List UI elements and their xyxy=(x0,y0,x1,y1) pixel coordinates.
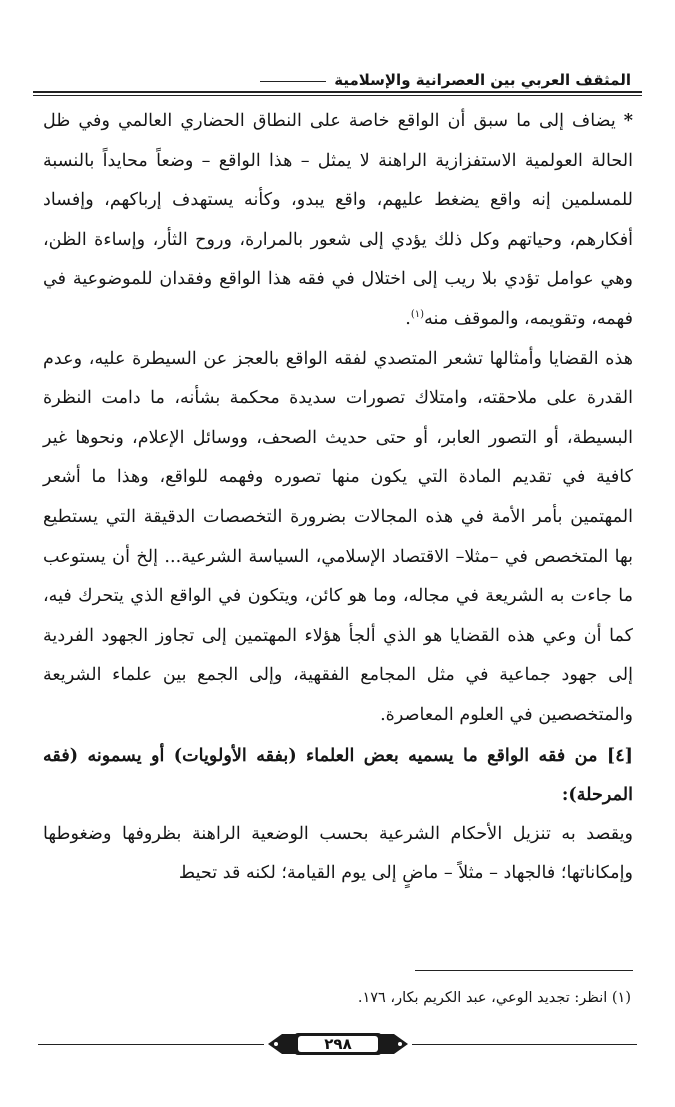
bullet-star: * xyxy=(623,110,633,131)
section-heading xyxy=(43,736,633,815)
footnote: (١) انظر: تجديد الوعي، عبد الكريم بكار، ١٧٦. xyxy=(357,990,631,1006)
heading-line: [٤] من فقه الواقع ما يسميه بعض العلماء (بفقه الأولويات) أو يسمونه (فقه xyxy=(43,744,633,766)
paragraph-1: * يضاف إلى ما سبق أن الواقع خاصة على النطاق الحضاري العالمي وفي ظل الحالة العولمية الاستفزازية الراهنة لا يمثل – هذا الواقع – وضعاً محايداً بالنسبة للمسلمين إنه واقع يضغط عليهم، واقع يبدو، وكأنه يستهدف إرباكهم، وإفساد أفكارهم، وحياتهم وكل ذلك يؤدي إلى شعور بالمرارة، وروح الثأر، وإساءة الظن، وهي عوامل تؤدي بلا ريب إلى اختلال في فقه هذا الواقع وفقدان للموضوعية في فهمه، وتقويمه، والموقف منه$^{(١)}$. xyxy=(43,110,634,329)
body-line: النظرة البسيطة، أو التصور العابر، أو حتى حديث الصحف، ووسائل xyxy=(43,388,634,448)
body-line: هؤلاء المهتمين إلى تجاوز الجهود الفردية إلى جهود جماعية في مثل المجامع xyxy=(43,625,633,686)
body-line: وضغوطها وإمكاناتها؛ فالجهاد – مثلاً – ماضٍ إلى يوم القيامة؛ لكنه قد تحيط xyxy=(43,823,633,884)
running-head-title: المثقف العربي بين العصرانية والإسلامية xyxy=(334,71,631,89)
body-line: للمسلمين إنه واقع يضغط عليهم، واقع يبدو، وكأنه يستهدف إرباكهم، xyxy=(104,190,634,211)
body-line: وفقدان للموضوعية في فهمه، وتقويمه، والموقف منه xyxy=(43,269,633,329)
header-divider xyxy=(33,91,642,93)
body-line: وإفساد أفكارهم، وحياتهم وكل ذلك يؤدي إلى شعور بالمرارة، وروح الثأر، xyxy=(43,190,634,250)
footnote-reference: (١) xyxy=(410,309,425,321)
body-line: الإعلام، ونحوها غير كافية في تقديم المادة التي يكون منها تصوره وفهمه xyxy=(43,427,633,488)
body-line: الدقيقة التي يستطيع بها المتخصص في –مثلا– الاقتصاد الإسلامي، السياسة xyxy=(43,506,634,567)
running-head-rule xyxy=(260,81,326,82)
body-line: يضاف إلى ما سبق أن الواقع خاصة على النطاق الحضاري العالمي وفي ظل xyxy=(43,111,616,131)
page-body xyxy=(43,101,633,894)
body-line: الحالة العولمية الاستفزازية الراهنة لا يمثل – هذا الواقع – وضعاً محايداً بالنسبة xyxy=(43,150,633,171)
body-line: الفقهية، وإلى الجمع بين علماء الشريعة والمتخصصين في العلوم المعاصرة. xyxy=(43,665,633,725)
paragraph-3 xyxy=(43,815,633,894)
body-line: وعدم القدرة على ملاحقته، وامتلاك تصورات سديدة محكمة بشأنه، ما دامت xyxy=(43,348,634,409)
heading-line: المرحلة): xyxy=(561,784,633,806)
body-line: وإساءة الظن، وهي عوامل تؤدي بلا ريب إلى اختلال في فقه هذا الواقع xyxy=(43,229,633,290)
body-line: هذه القضايا وأمثالها تشعر المتصدي لفقه الواقع بالعجز عن السيطرة عليه، xyxy=(88,348,633,369)
body-line: للواقع، وهذا ما أشعر المهتمين بأمر الأمة في هذه المجالات بضرورة التخصصات xyxy=(43,467,634,527)
paragraph-2 xyxy=(43,340,633,736)
footnote-divider xyxy=(415,970,633,971)
running-head xyxy=(44,62,631,88)
body-line: الشرعية... إلخ أن يستوعب ما جاءت به الشريعة في مجاله، وما هو كائن، xyxy=(43,546,633,607)
page-number: ٢٩٨ xyxy=(324,1035,352,1053)
body-line: ويقصد به تنزيل الأحكام الشرعية بحسب الوضعية الراهنة بظروفها xyxy=(122,823,634,844)
body-line: ويتكون في الواقع الذي يتحرك فيه، كما أن وعي هذه القضايا هو الذي ألجأ xyxy=(43,586,633,646)
